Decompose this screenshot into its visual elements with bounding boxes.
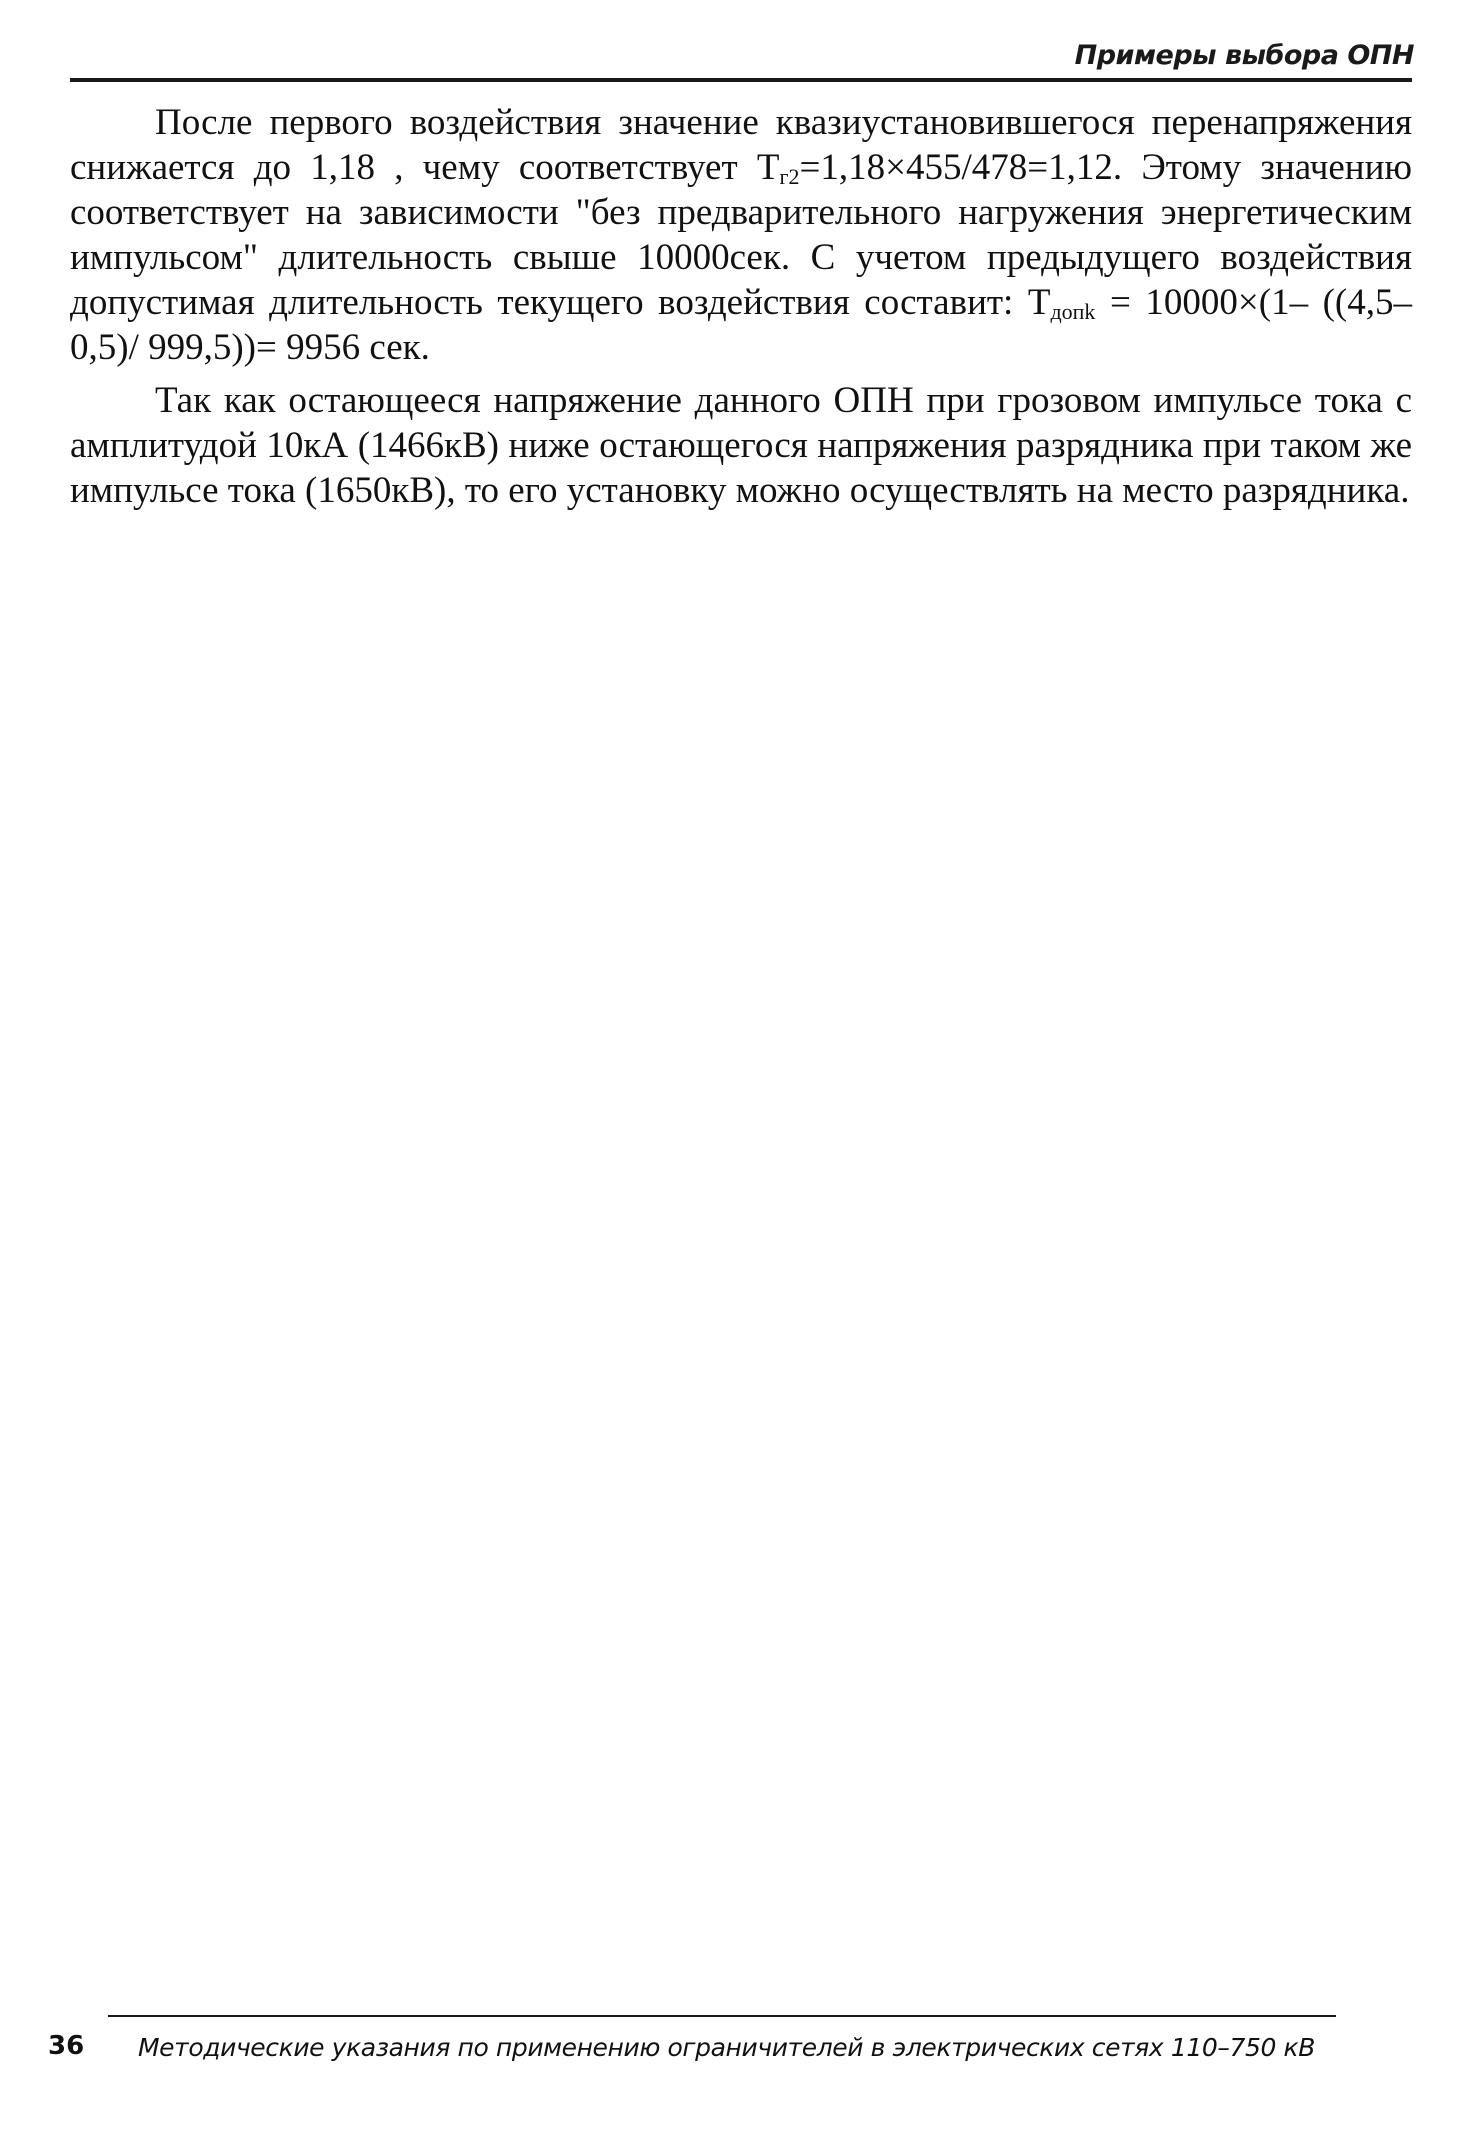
subscript-r2: г2 [779,164,800,189]
subscript-dop-k: допk [1050,299,1096,324]
header-divider [70,78,1412,82]
paragraph-first-impact [70,100,1412,370]
footer-divider [108,2015,1336,2017]
page-number: 36 [48,2031,85,2061]
main-text [70,100,1412,513]
paragraph-1-text-start: После первого воздействия значение квазиустановившегося перенапряжения снижается до 1,18 , чему соответствует Т [70,102,1412,188]
footer-book-title: Методические указания по применению ограничителей в электрических сетях 110–750 кВ [138,2033,1315,2062]
paragraph-1-text-end: = 10000×(1– ((4,5–0,5)/ 999,5))= 9956 сек. [70,282,1413,368]
running-header-title: Примеры выбора ОПН [1074,40,1414,71]
paragraph-installation: Так как остающееся напряжение данного ОПН при грозовом импульсе тока с амплитудой 10кА (1466кВ) ниже остающегося напряжения разрядника при таком же импульсе тока (1650кВ), то его установку можно осуществлять на место разрядника. [70,380,1412,511]
paragraph-1-text-middle: =1,18×455/478=1,12. Этому значению соответствует на зависимости "без предварительного нагружения энергетическим импульсом" длительность свыше 10000сек. С учетом предыдущего воздействия допустимая длительность текущего воздействия составит: Т [70,147,1413,323]
